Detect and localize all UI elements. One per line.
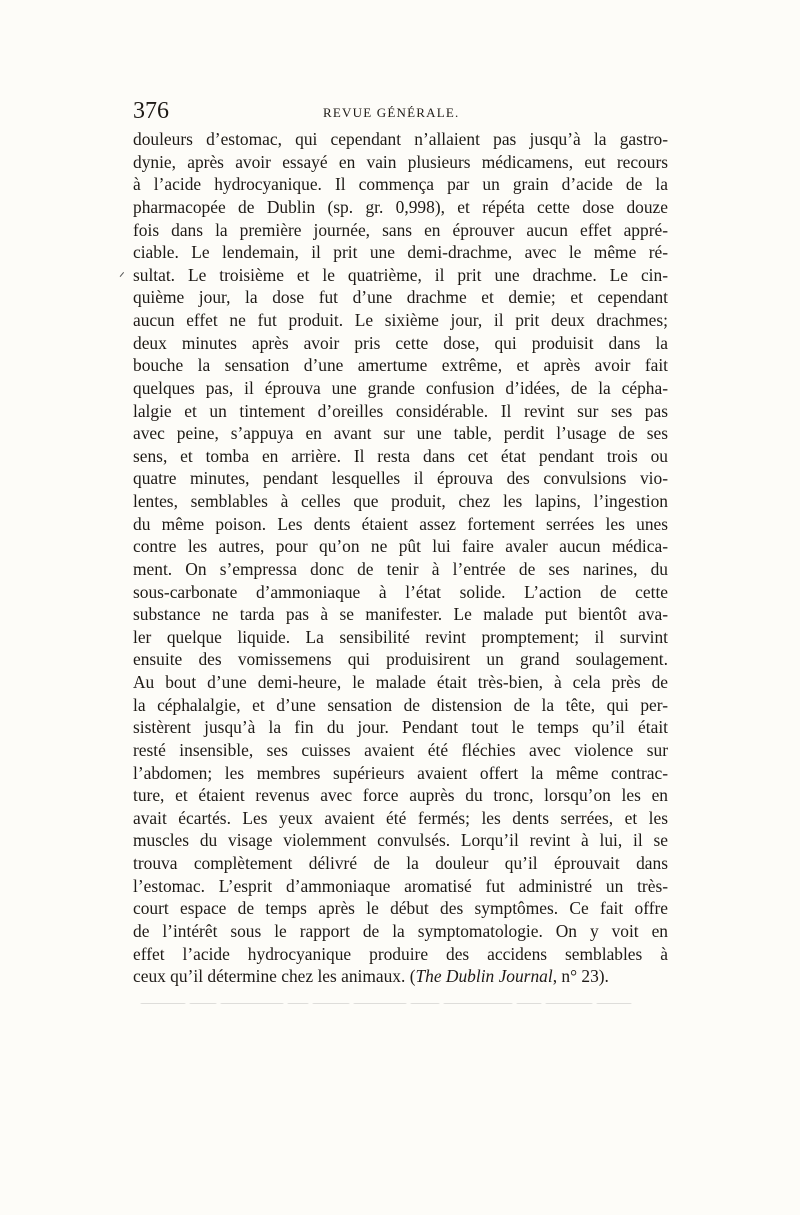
text-line: de l’intérêt sous le rapport de la symptomatologie. On y voit en xyxy=(133,920,668,941)
text-line: Au bout d’une demi-heure, le malade était très-bien, à cela près de xyxy=(133,672,668,692)
text-line: lentes, semblables à celles que produit, chez les lapins, l’ingestion xyxy=(133,491,668,511)
text-line: ler quelque liquide. La sensibilité revint promptement; il survint xyxy=(133,626,668,647)
text-line: deux minutes après avoir pris cette dose, qui produisit dans la xyxy=(133,332,668,353)
text-line: à l’acide hydrocyanique. Il commença par un grain d’acide de la xyxy=(133,174,668,195)
text-line: quatre minutes, pendant lesquelles il éprouva des convulsions vio- xyxy=(133,468,668,489)
citation-number: , n° 23). xyxy=(552,966,609,987)
text-line: sens, et tomba en arrière. Il resta dans cet état pendant trois ou xyxy=(133,445,668,466)
text-line: effet l’acide hydrocyanique produire des accidens semblables à xyxy=(133,943,668,964)
text-line: ment. On s’empressa donc de tenir à l’entrée de ses narines, du xyxy=(133,558,668,579)
text-line: pharmacopée de Dublin (sp. gr. 0,998), et répéta cette dose douze xyxy=(133,196,668,217)
text-line: trouva complètement délivré de la douleur qu’il éprouvait dans xyxy=(133,853,668,873)
text-line: avait écartés. Les yeux avaient été fermés; les dents serrées, et les xyxy=(133,807,668,828)
text-line: l’estomac. L’esprit d’ammoniaque aromatisé fut administré un très- xyxy=(133,875,668,896)
text-line: douleurs d’estomac, qui cependant n’allaient pas jusqu’à la gastro- xyxy=(133,129,668,149)
citation-text: ceux qu’il détermine chez les animaux. ( xyxy=(133,966,416,987)
text-line: ciable. Le lendemain, il prit une demi-drachme, avec le même ré- xyxy=(133,242,668,263)
text-line: contre les autres, pour qu’on ne pût lui faire avaler aucun médica- xyxy=(133,536,668,557)
page-header xyxy=(133,96,668,126)
running-head: REVUE GÉNÉRALE. xyxy=(323,105,460,120)
page-number: 376 xyxy=(133,98,169,124)
text-line: la céphalalgie, et d’une sensation de distension de la tête, qui per- xyxy=(133,694,668,715)
text-line: quième jour, la dose fut d’une drachme et demie; et cependant xyxy=(133,287,668,308)
text-line: bouche la sensation d’une amertume extrême, et après avoir fait xyxy=(133,355,668,376)
journal-title: The Dublin Journal xyxy=(415,966,553,987)
text-line: substance ne tarda pas à se manifester. Le malade put bientôt ava- xyxy=(133,604,668,625)
text-line: avec peine, s’appuya en avant sur une table, perdit l’usage de ses xyxy=(133,423,668,444)
text-line: ture, et étaient revenus avec force auprès du tronc, lorsqu’on les en xyxy=(133,785,668,806)
text-line: aucun effet ne fut produit. Le sixième jour, il prit deux drachmes; xyxy=(133,310,668,330)
citation-line xyxy=(133,965,668,988)
text-line: du même poison. Les dents étaient assez fortement serrées les unes xyxy=(133,513,668,534)
text-line: lalgie et un tintement d’oreilles considérable. Il revint sur ses pas xyxy=(133,400,668,421)
text-line: muscles du visage violemment convulsés. Lorqu’il revint à lui, il se xyxy=(133,830,668,851)
margin-mark: ᐟ xyxy=(119,271,125,286)
text-line: dynie, après avoir essayé en vain plusieurs médicamens, eut recours xyxy=(133,151,668,172)
text-line: l’abdomen; les membres supérieurs avaient offert la même contrac- xyxy=(133,762,668,783)
text-line: sistèrent jusqu’à la fin du jour. Pendant tout le temps qu’il était xyxy=(133,717,668,738)
text-line: resté insensible, ses cuisses avaient été fléchies avec violence sur xyxy=(133,739,668,760)
text-line: court espace de temps après le début des symptômes. Ce fait offre xyxy=(133,898,668,919)
text-line: fois dans la première journée, sans en éprouver aucun effet appré- xyxy=(133,219,668,240)
body-text xyxy=(133,128,668,988)
text-line: ensuite des vomissemens qui produisirent un grand soulagement. xyxy=(133,649,668,670)
text-line: quelques pas, il éprouva une grande confusion d’idées, de la cépha- xyxy=(133,377,668,398)
text-line: sultat. Le troisième et le quatrième, il prit une drachme. Le cin- xyxy=(133,264,668,285)
show-through-text xyxy=(140,992,660,1004)
text-line: sous-carbonate d’ammoniaque à l’état solide. L’action de cette xyxy=(133,581,668,602)
